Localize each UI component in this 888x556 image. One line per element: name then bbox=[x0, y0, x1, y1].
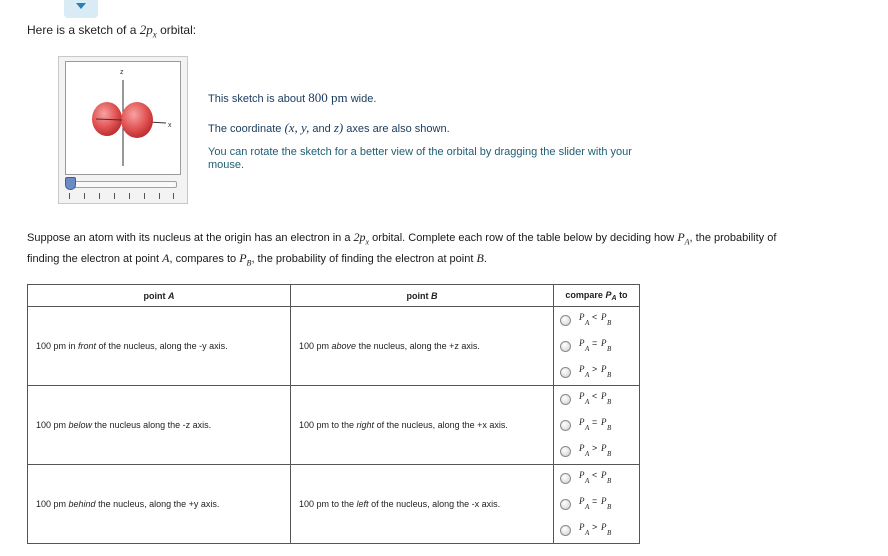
choice-equal[interactable]: P A = P B bbox=[554, 333, 639, 359]
table-row bbox=[28, 386, 640, 465]
point-a-cell: 100 pm below the nucleus along the -z axis. bbox=[28, 386, 291, 465]
radio-button[interactable] bbox=[560, 499, 571, 510]
choice-equal[interactable]: P A = P B bbox=[554, 491, 639, 517]
radio-button[interactable] bbox=[560, 473, 571, 484]
orbital-sketch[interactable] bbox=[65, 61, 181, 175]
slider-tick bbox=[99, 193, 100, 199]
question-line-1: Suppose an atom with its nucleus at the origin has an electron in a $2p_x$ orbital. Complete each row of the table below by deciding how $P_A$, the probability of bbox=[27, 230, 777, 247]
x-axis-label: x bbox=[168, 122, 172, 129]
choice-greater-than[interactable]: P A > P B bbox=[554, 438, 639, 464]
caret-down-icon bbox=[76, 3, 86, 10]
radio-button[interactable] bbox=[560, 420, 571, 431]
radio-button[interactable] bbox=[560, 367, 571, 378]
radio-button[interactable] bbox=[560, 446, 571, 457]
radio-button[interactable] bbox=[560, 315, 571, 326]
compare-cell bbox=[554, 307, 640, 386]
header-point-b: point B bbox=[291, 285, 554, 307]
choice-less-than[interactable]: P A < P B bbox=[554, 465, 639, 491]
orbital-sketch-widget bbox=[58, 56, 188, 204]
header-point-a: point A bbox=[28, 285, 291, 307]
sketch-size-note: This sketch is about 800 pm wide. bbox=[208, 90, 377, 105]
point-b-cell: 100 pm to the left of the nucleus, along the -x axis. bbox=[291, 465, 554, 544]
slider-tick bbox=[69, 193, 70, 199]
slider-tick bbox=[173, 193, 174, 199]
radio-button[interactable] bbox=[560, 394, 571, 405]
slider-tick bbox=[84, 193, 85, 199]
rotate-hint: You can rotate the sketch for a better view of the orbital by dragging the slider with your mouse. bbox=[208, 146, 632, 171]
point-a-cell: 100 pm behind the nucleus, along the +y axis. bbox=[28, 465, 291, 544]
slider-tick bbox=[129, 193, 130, 199]
z-axis-label: z bbox=[120, 69, 124, 76]
slider-tick bbox=[159, 193, 160, 199]
compare-cell bbox=[554, 386, 640, 465]
compare-cell bbox=[554, 465, 640, 544]
rotation-slider-thumb[interactable] bbox=[65, 177, 76, 190]
orbital-lobe-right bbox=[121, 102, 153, 138]
point-a-cell: 100 pm in front of the nucleus, along the -y axis. bbox=[28, 307, 291, 386]
header-compare: compare $P_A$ to bbox=[554, 285, 640, 307]
choice-equal[interactable]: P A = P B bbox=[554, 412, 639, 438]
choice-less-than[interactable]: P A < P B bbox=[554, 307, 639, 333]
choice-less-than[interactable]: P A < P B bbox=[554, 386, 639, 412]
radio-button[interactable] bbox=[560, 341, 571, 352]
intro-text: Here is a sketch of a $2p_x$ orbital: bbox=[27, 22, 197, 40]
table-row bbox=[28, 307, 640, 386]
rotation-slider-track[interactable] bbox=[67, 181, 177, 188]
radio-button[interactable] bbox=[560, 525, 571, 536]
slider-tick bbox=[144, 193, 145, 199]
point-b-cell: 100 pm to the right of the nucleus, along the +x axis. bbox=[291, 386, 554, 465]
point-b-cell: 100 pm above the nucleus, along the +z axis. bbox=[291, 307, 554, 386]
expand-toggle-button[interactable] bbox=[64, 0, 98, 18]
slider-tick bbox=[114, 193, 115, 199]
question-line-2: finding the electron at point A, compares to $P_B$, the probability of finding the electron at point B. bbox=[27, 251, 487, 268]
table-row bbox=[28, 465, 640, 544]
choice-greater-than[interactable]: P A > P B bbox=[554, 359, 639, 385]
axes-note: The coordinate (x, y, and z) axes are also shown. bbox=[208, 120, 450, 135]
table-header-row bbox=[28, 285, 640, 307]
comparison-table bbox=[27, 284, 640, 544]
choice-greater-than[interactable]: P A > P B bbox=[554, 517, 639, 543]
